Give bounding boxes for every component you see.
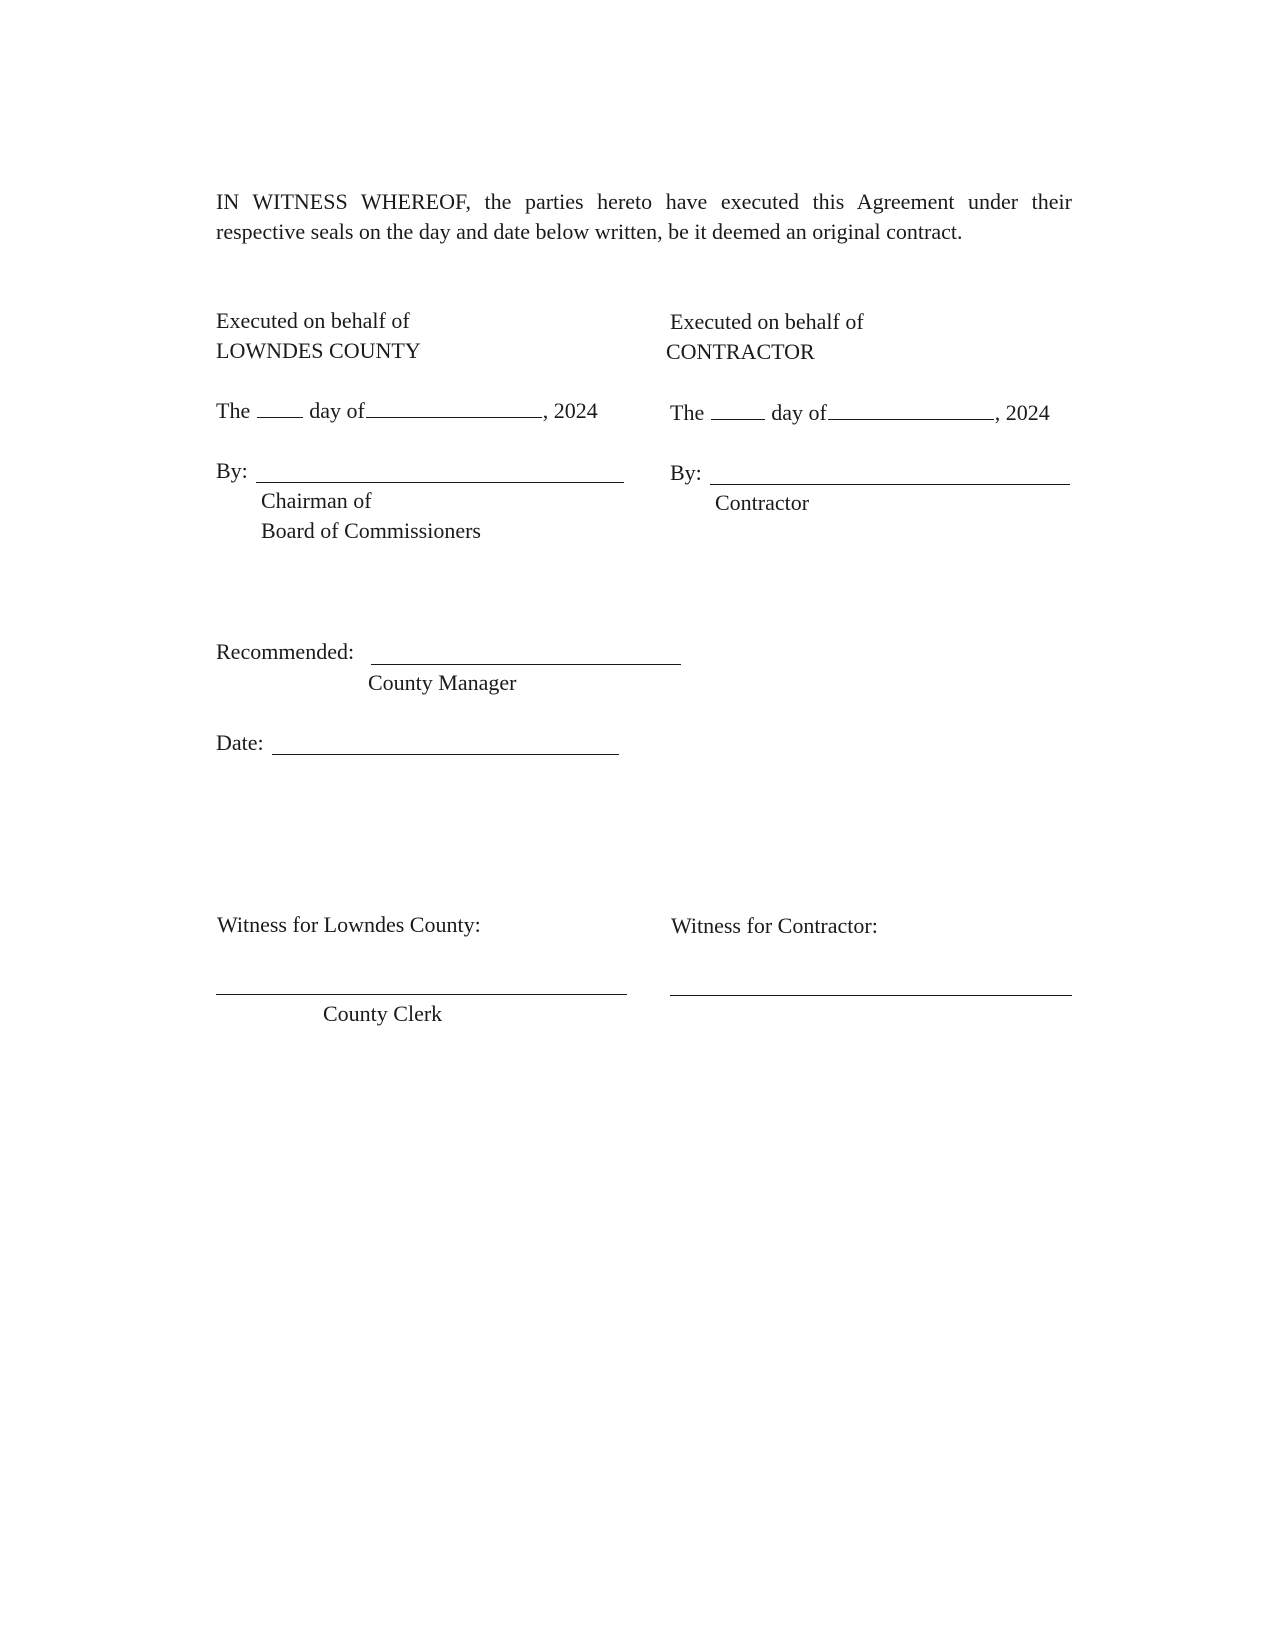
- contractor-executed-label: Executed on behalf of: [670, 309, 864, 334]
- county-signature-line[interactable]: [256, 482, 624, 483]
- witness-whereof-paragraph: IN WITNESS WHEREOF, the parties hereto have executed this Agreement under their respective seals on the day and date below written, be it deemed an original contract.: [216, 189, 1072, 244]
- recommended-label: Recommended:: [216, 639, 355, 664]
- county-day-blank[interactable]: [257, 416, 303, 418]
- contractor-by-label: By:: [670, 460, 702, 485]
- county-signer-title-2: Board of Commissioners: [261, 518, 481, 543]
- witness-county-label: Witness for Lowndes County:: [217, 912, 481, 937]
- county-manager-title: County Manager: [368, 670, 517, 695]
- county-date-the: The: [216, 398, 251, 423]
- witness-contractor-signature-line[interactable]: [670, 995, 1072, 996]
- date-label: Date:: [216, 730, 264, 755]
- county-party-name: LOWNDES COUNTY: [216, 338, 421, 363]
- contractor-date-line: [670, 402, 1050, 424]
- contractor-date-day-of: day of: [771, 400, 827, 425]
- contractor-signature-line[interactable]: [710, 484, 1070, 485]
- county-by-label: By:: [216, 458, 248, 483]
- contractor-date-the: The: [670, 400, 705, 425]
- contractor-day-blank[interactable]: [711, 418, 765, 420]
- contractor-party-name: CONTRACTOR: [666, 339, 815, 364]
- county-executed-label: Executed on behalf of: [216, 308, 410, 333]
- witness-county-signature-line[interactable]: [216, 994, 627, 995]
- county-date-day-of: day of: [309, 398, 365, 423]
- county-month-blank[interactable]: [366, 416, 542, 418]
- county-signer-title-1: Chairman of: [261, 488, 372, 513]
- date-line[interactable]: [272, 754, 619, 755]
- witness-contractor-label: Witness for Contractor:: [671, 913, 878, 938]
- county-clerk-title: County Clerk: [323, 1001, 443, 1026]
- recommended-signature-line[interactable]: [371, 664, 681, 665]
- county-date-year: , 2024: [542, 398, 598, 423]
- contractor-signer-title: Contractor: [715, 490, 810, 515]
- county-date-line: [216, 400, 598, 422]
- contractor-date-year: , 2024: [994, 400, 1050, 425]
- contractor-month-blank[interactable]: [828, 418, 994, 420]
